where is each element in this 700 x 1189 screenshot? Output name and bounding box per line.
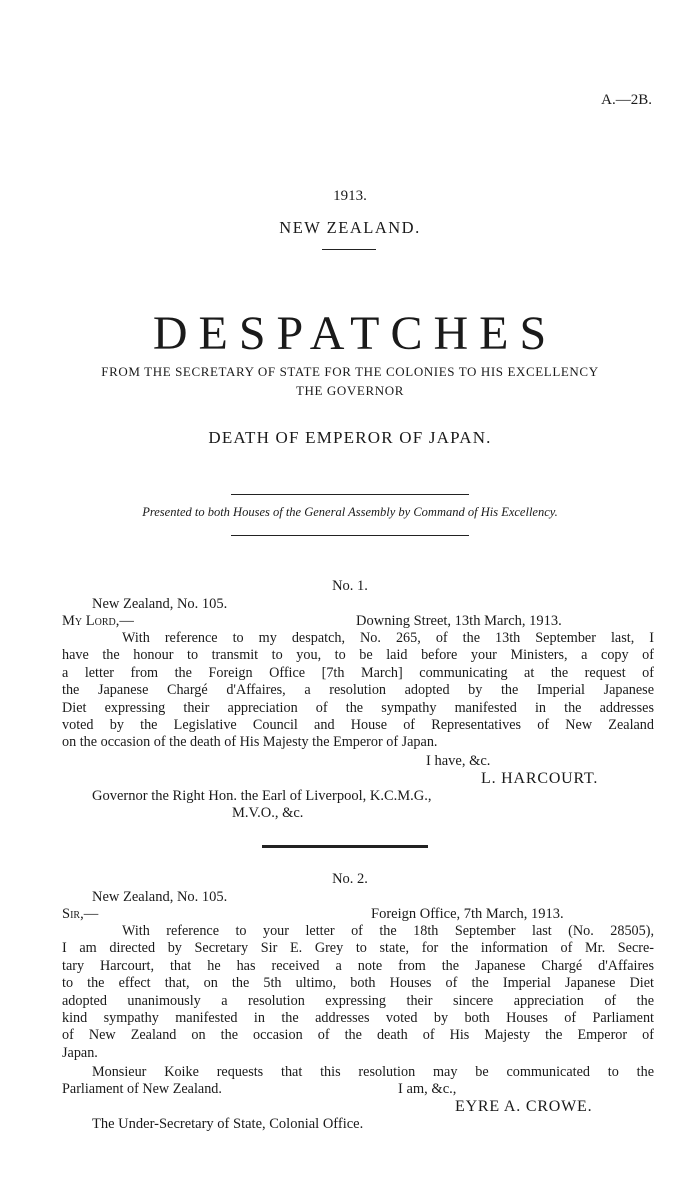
despatch-1-ref: New Zealand, No. 105. [92, 596, 228, 612]
body-line: on the occasion of the death of His Majesty the Emperor of Japan. [62, 734, 438, 751]
body-line: voted by the Legislative Council and House of Representatives of New Zealand [62, 717, 654, 734]
title-divider [322, 249, 376, 250]
despatch-2-number: No. 2. [332, 871, 368, 887]
despatch-2-body [62, 923, 654, 1062]
subtitle-line-1: FROM THE SECRETARY OF STATE FOR THE COLONIES TO HIS EXCELLENCY [101, 364, 599, 379]
body-line: of New Zealand on the occasion of the death of His Majesty the Emperor of [62, 1027, 654, 1044]
despatch-1-place-date: Downing Street, 13th March, 1913. [356, 613, 562, 629]
presented-line: Presented to both Houses of the General Assembly by Command of His Excellency. [142, 505, 558, 519]
body-line: With reference to your letter of the 18th September last (No. 28505), [122, 923, 654, 939]
despatch-2-salutation: Sir,— [62, 906, 99, 922]
despatch-1-addressee-cont: M.V.O., &c. [232, 805, 304, 821]
presented-bottom-rule [231, 535, 469, 536]
presented-top-rule [231, 494, 469, 495]
body-line: to the effect that, on the 5th ultimo, both Houses of the Imperial Japanese Diet [62, 975, 654, 992]
despatch-2-place-date: Foreign Office, 7th March, 1913. [371, 906, 564, 922]
despatch-2-para2-line2: Parliament of New Zealand. [62, 1081, 222, 1097]
despatch-2-closing: I am, &c., [398, 1081, 457, 1097]
body-line: a letter from the Foreign Office [7th March] communicating at the request of [62, 664, 654, 681]
despatch-2-addressee: The Under-Secretary of State, Colonial Office. [92, 1116, 364, 1132]
body-line: tary Harcourt, that he has received a note from the Japanese Chargé d'Affaires [62, 957, 654, 974]
main-title: DESPATCHES [152, 307, 558, 360]
despatch-1-signature: L. HARCOURT. [481, 770, 599, 787]
section-divider [262, 845, 428, 848]
body-line: Diet expressing their appreciation of the sympathy manifested in the addresses [62, 699, 654, 716]
subtitle-line-2: THE GOVERNOR [296, 383, 404, 398]
body-line: I am directed by Secretary Sir E. Grey to state, for the information of Mr. Secre- [62, 940, 654, 957]
despatch-2-signature: EYRE A. CROWE. [455, 1098, 593, 1115]
despatch-1-number: No. 1. [332, 578, 368, 594]
body-line: the Japanese Chargé d'Affaires, a resolution adopted by the Imperial Japanese [62, 682, 654, 699]
despatch-1-addressee: Governor the Right Hon. the Earl of Liverpool, K.C.M.G., [92, 788, 432, 804]
subject-heading: DEATH OF EMPEROR OF JAPAN. [208, 428, 492, 447]
body-line: kind sympathy manifested in the addresses voted by both Houses of Parliament [62, 1010, 654, 1027]
body-line: Japan. [62, 1044, 98, 1061]
despatch-1-body [62, 630, 654, 752]
despatch-1-closing: I have, &c. [426, 753, 491, 769]
body-line: adopted unanimously a resolution expressing their sincere appreciation of the [62, 992, 654, 1009]
body-line: With reference to my despatch, No. 265, of the 13th September last, I [122, 630, 654, 646]
country: NEW ZEALAND. [279, 218, 421, 237]
despatch-2-ref: New Zealand, No. 105. [92, 889, 228, 905]
despatch-2-para2-line1: Monsieur Koike requests that this resolution may be communicated to the [92, 1064, 654, 1080]
body-line: have the honour to transmit to you, to be laid before your Ministers, a copy of [62, 647, 654, 664]
despatch-1-salutation: My Lord,— [62, 613, 134, 629]
document-reference: A.—2B. [601, 92, 652, 108]
year: 1913. [333, 188, 367, 204]
